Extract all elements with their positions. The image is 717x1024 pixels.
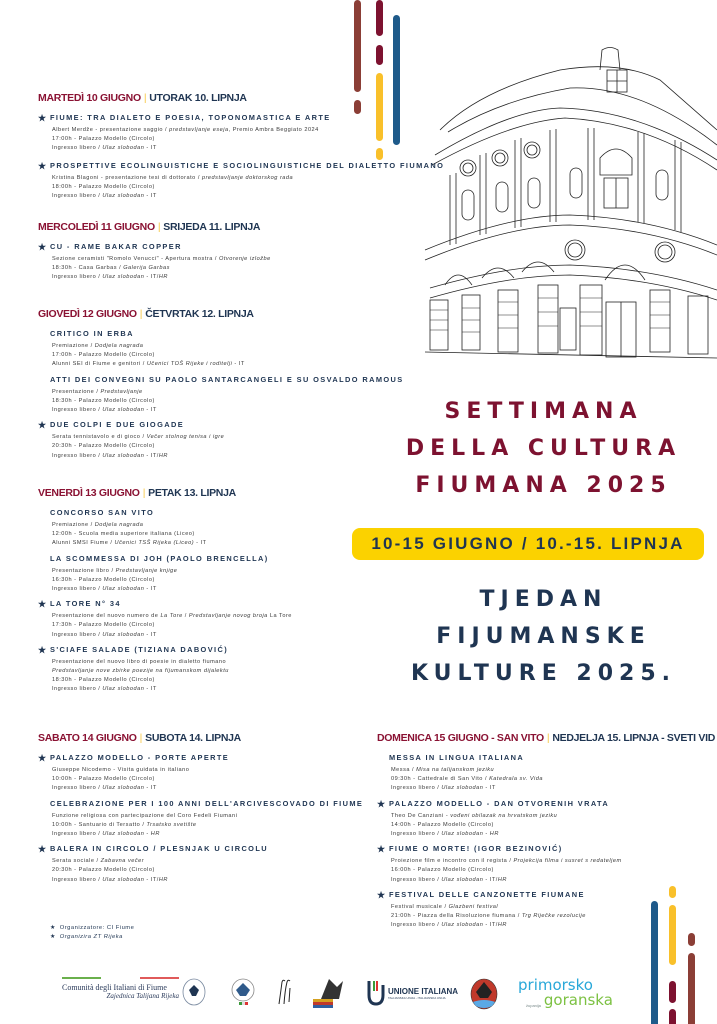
day-header-it: MERCOLEDÌ 11 GIUGNO bbox=[38, 221, 155, 233]
event-title: LA TORE N° 34 bbox=[50, 599, 121, 609]
day-header-hr: PETAK 13. LIPNJA bbox=[148, 487, 236, 499]
poster-title-croatian: TJEDAN FIJUMANSKE KULTURE 2025. bbox=[411, 587, 676, 686]
day-header bbox=[38, 91, 444, 105]
event bbox=[38, 161, 444, 202]
palazzo-modello-illustration bbox=[420, 40, 717, 370]
event: ATTI DEI CONVEGNI SU PAOLO SANTARCANGELI E SU OSVALDO RAMOUS Presentazione / Predstavljanje 18:30h - Palazzo Modello (Circolo) Ingresso libero / Ulaz slobodan - IT bbox=[50, 374, 404, 414]
unione-italiana-u-icon bbox=[366, 979, 386, 1007]
event-title: CELEBRAZIONE PER I 100 ANNI DELL'ARCIVESCOVADO DI FIUME bbox=[50, 798, 364, 808]
day-header-it: GIOVEDÌ 12 GIUGNO bbox=[38, 308, 137, 320]
star-icon: ★ bbox=[38, 113, 47, 123]
event-title: ATTI DEI CONVEGNI SU PAOLO SANTARCANGELI E SU OSVALDO RAMOUS bbox=[50, 374, 404, 384]
event-title: PALAZZO MODELLO - PORTE APERTE bbox=[50, 753, 230, 762]
day-header-hr: SRIJEDA 11. LIPNJA bbox=[163, 221, 261, 233]
event-title: S'CIAFE SALADE (TIZIANA DABOVIĆ) bbox=[50, 644, 229, 654]
decor-stripe-brown-dot bbox=[688, 933, 695, 946]
event: ★ FESTIVAL DELLE CANZONETTE FIUMANE Festival musicale / Glazbeni festival 21:00h - Piazza della Risoluzione fiumana / Trg Riječke rezolucije Ingresso libero / Ulaz slobodan - IT/HR bbox=[377, 889, 586, 929]
day-header-it: SABATO 14 GIUGNO bbox=[38, 732, 137, 744]
event-title: PALAZZO MODELLO - DAN OTVORENIH VRATA bbox=[389, 798, 610, 808]
event-title: CRITICO IN ERBA bbox=[50, 329, 134, 338]
event: ★ BALERA IN CIRCOLO / PLESNJAK U CIRCOLU Serata sociale / Zabavna večer 20:30h - Palazzo Modello (Circolo) Ingresso libero / Ulaz slobodan - IT/HR bbox=[38, 844, 268, 883]
decor-stripe-burgundy-dash bbox=[376, 45, 383, 65]
event: ★ LA TORE N° 34 Presentazione del nuovo numero de La Tore / Predstavljanje novog broja La Tore 17:30h - Palazzo Modello (Circolo) Ingresso libero / Ulaz slobodan - IT bbox=[38, 599, 292, 638]
event-entry: Ingresso libero / Ulaz slobodan - IT bbox=[52, 145, 157, 152]
logo-comunita-italiani-fiume: Comunità degli Italiani di Fiume Zajednica Talijana Rijeka bbox=[62, 977, 179, 1000]
star-icon: ★ bbox=[377, 798, 386, 809]
day-header bbox=[38, 307, 404, 321]
day-header-hr: ČETVRTAK 12. LIPNJA bbox=[145, 308, 254, 320]
star-icon: ★ bbox=[38, 420, 47, 431]
event: ★ FIUME O MORTE! (IGOR BEZINOVIĆ) Proiezione film e incontro con il regista / Projekcija filma i susret s redateljem 16:00h - Palazzo Modello (Circolo) Ingresso libero / Ulaz slobodan - IT/HR bbox=[377, 844, 622, 883]
decor-stripe-burgundy bbox=[376, 0, 383, 36]
poster-title-italian: SETTIMANA DELLA CULTURA FIUMANA 2025 bbox=[405, 399, 682, 498]
star-icon: ★ bbox=[38, 160, 47, 171]
sponsor-logos bbox=[0, 975, 717, 1015]
day-header-separator: | bbox=[139, 732, 143, 744]
day-header-it: MARTEDÌ 10 GIUGNO bbox=[38, 92, 141, 104]
star-icon: ★ bbox=[38, 844, 47, 855]
event: LA SCOMMESSA DI JOH (PAOLO BRENCELLA) Presentazione libro / Predstavljanje knjige 16:30h - Palazzo Modello (Circolo) Ingresso libero / Ulaz slobodan - IT bbox=[50, 553, 269, 593]
logo-primorsko-goranska: primorsko županija goranska bbox=[518, 976, 613, 1009]
event-entry: Ingresso libero / Ulaz slobodan - IT bbox=[52, 193, 157, 200]
event-time-place: 18:00h - Palazzo Modello (Circolo) bbox=[52, 183, 155, 190]
event-title: PROSPETTIVE ECOLINGUISTICHE E SOCIOLINGUISTICHE DEL DIALETTO FIUMANO bbox=[50, 160, 445, 170]
date-range-badge: 10-15 GIUGNO / 10.-15. LIPNJA bbox=[352, 528, 704, 560]
day-header bbox=[38, 220, 271, 234]
city-crest-icon bbox=[230, 978, 256, 1008]
star-icon: ★ bbox=[50, 925, 56, 931]
star-icon: ★ bbox=[38, 644, 47, 655]
day-header-it: VENERDÌ 13 GIUGNO bbox=[38, 487, 140, 499]
event bbox=[38, 113, 444, 154]
day-header-separator: | bbox=[157, 221, 161, 233]
event-title: CONCORSO SAN VITO bbox=[50, 508, 155, 517]
day-section-saturday bbox=[38, 731, 363, 885]
ffi-signature-logo bbox=[276, 978, 294, 1006]
day-header bbox=[377, 731, 715, 745]
day-header bbox=[38, 731, 363, 745]
event-title: CU - RAME BAKAR COPPER bbox=[50, 242, 182, 251]
event-title: MESSA IN LINGUA ITALIANA bbox=[389, 753, 525, 762]
star-icon: ★ bbox=[38, 242, 47, 252]
event-line: Kristina Blagoni - presentazione tesi di dottorato / predstavljanje doktorskog rada bbox=[52, 174, 294, 181]
star-icon: ★ bbox=[50, 934, 56, 941]
day-header-separator: | bbox=[546, 732, 550, 744]
eagle-flag-logo bbox=[313, 977, 347, 1009]
decor-stripe-brown bbox=[354, 0, 361, 92]
day-section-friday bbox=[38, 486, 292, 695]
day-section-wednesday bbox=[38, 220, 271, 283]
event: ★ PALAZZO MODELLO - DAN OTVORENIH VRATA Theo De Canziani - vođeni obilazak na hrvatskom jeziku 14:00h - Palazzo Modello (Circolo) Ingresso libero / Ulaz slobodan - HR bbox=[377, 798, 610, 838]
day-header-it: DOMENICA 15 GIUGNO - SAN VITO bbox=[377, 732, 544, 744]
event-title: FESTIVAL DELLE CANZONETTE FIUMANE bbox=[389, 889, 585, 899]
event-title: LA SCOMMESSA DI JOH (PAOLO BRENCELLA) bbox=[50, 553, 269, 563]
event-title: FIUME O MORTE! (IGOR BEZINOVIĆ) bbox=[389, 844, 563, 854]
event: CONCORSO SAN VITO Premiazione / Dodjela nagrada 12:00h - Scuola media superiore italiana (Liceo) Alunni SMSI Fiume / Učenici TSŠ Rijeka (Liceo) - IT bbox=[50, 508, 207, 547]
event-title: BALERA IN CIRCOLO / PLESNJAK U CIRCOLU bbox=[50, 844, 268, 854]
star-icon: ★ bbox=[377, 889, 386, 900]
cif-seal-icon bbox=[182, 978, 206, 1006]
day-header-separator: | bbox=[142, 487, 146, 499]
day-section-tuesday bbox=[38, 91, 444, 201]
event-line: Albert Merdže - presentazione saggio / predstavljanje eseja, Premio Ambra Beggiato 2024 bbox=[52, 127, 319, 133]
event: ★ CU - RAME BAKAR COPPER Sezione ceramisti "Romolo Venucci" - Apertura mostra / Otvorenje izložbe 18:30h - Casa Garbas / Galerija Garbas Ingresso libero / Ulaz slobodan - IT/HR bbox=[38, 242, 271, 281]
star-icon: ★ bbox=[377, 844, 386, 855]
organizers-legend: ★ Organizzatore: CI Fiume ★ Organizira ZT Rijeka bbox=[50, 925, 135, 941]
event: CRITICO IN ERBA Premiazione / Dodjela nagrada 17:00h - Palazzo Modello (Circolo) Alunni SEI di Fiume e genitori / Učenici TOŠ Rijeke i roditelji - IT bbox=[50, 329, 245, 368]
day-section-thursday bbox=[38, 307, 404, 461]
star-icon: ★ bbox=[38, 599, 47, 610]
event-title: DUE COLPI E DUE GIOGADE bbox=[50, 420, 185, 430]
rijeka-coat-of-arms-icon bbox=[470, 978, 498, 1010]
day-header-hr: NEDJELJA 15. LIPNJA - SVETI VID bbox=[552, 732, 715, 744]
event: ★ PALAZZO MODELLO - PORTE APERTE Giuseppe Nicodemo - Visita guidata in italiano 10:00h - Palazzo Modello (Circolo) Ingresso libero / Ulaz slobodan - IT bbox=[38, 753, 230, 792]
star-icon: ★ bbox=[38, 753, 47, 763]
day-header-hr: UTORAK 10. LIPNJA bbox=[149, 92, 247, 104]
day-header-hr: SUBOTA 14. LIPNJA bbox=[145, 732, 241, 744]
event: MESSA IN LINGUA ITALIANA Messa / Misa na talijanskom jeziku 09:30h - Cattedrale di San Vito / Katedrala sv. Vida Ingresso libero / Ulaz slobodan - IT bbox=[389, 753, 543, 792]
day-section-sunday bbox=[377, 731, 715, 930]
day-header-separator: | bbox=[139, 308, 143, 320]
logo-unione-italiana: UNIONE ITALIANA TALIJANSKA UNIJA - ITALIJANSKA UNIJA bbox=[366, 979, 458, 1007]
event: ★ S'CIAFE SALADE (TIZIANA DABOVIĆ) Presentazione del nuovo libro di poesie in dialetto fiumano Predstavljanje nove zbirke poezije na fijumanskom dijalektu 18:30h - Palazzo Modello (Circolo) Ingresso libero / Ulaz slobodan - IT bbox=[38, 644, 229, 693]
day-header bbox=[38, 486, 292, 500]
event-title: FIUME: TRA DIALETO E POESIA, TOPONOMASTICA E ARTE bbox=[50, 113, 331, 122]
event-time-place: 17:00h - Palazzo Modello (Circolo) bbox=[52, 136, 155, 143]
event: CELEBRAZIONE PER I 100 ANNI DELL'ARCIVESCOVADO DI FIUME Funzione religiosa con partecipazione del Coro Fedeli Fiumani 10:00h - Santuario di Tersatto / Trsatsko svetište Ingresso libero / Ulaz slobodan - HR bbox=[50, 798, 364, 838]
event: ★ DUE COLPI E DUE GIOGADE Serata tennistavolo e di gioco / Večer stolnog tenisa i igre 20:30h - Palazzo Modello (Circolo) Ingresso libero / Ulaz slobodan - IT/HR bbox=[38, 420, 225, 459]
day-header-separator: | bbox=[143, 92, 147, 104]
